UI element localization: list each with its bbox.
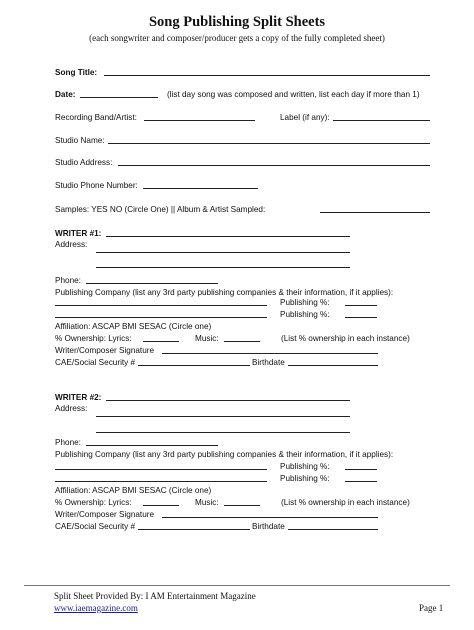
- writer-1-publishing-pct-label: Publishing %:: [280, 298, 330, 307]
- writer-2-signature-field[interactable]: [162, 517, 378, 518]
- writer-1-music-label: Music:: [195, 334, 219, 343]
- studio-phone-field[interactable]: [143, 188, 258, 189]
- writer-2-affiliation[interactable]: Affiliation: ASCAP BMI SESAC (Circle one): [55, 486, 212, 495]
- writer-1-birthdate-field[interactable]: [288, 365, 378, 366]
- writer-2-publishing-pct-label: Publishing %:: [280, 462, 330, 471]
- writer-2-birthdate-label: Birthdate: [252, 522, 285, 531]
- footer-page-number: Page 1: [419, 603, 444, 613]
- writer-2-birthdate-field[interactable]: [288, 529, 378, 530]
- writer-2-lyrics-field[interactable]: [143, 505, 179, 506]
- date-field[interactable]: [80, 97, 158, 98]
- writer-1-affiliation[interactable]: Affiliation: ASCAP BMI SESAC (Circle one): [55, 322, 212, 331]
- footer-provided-by: Split Sheet Provided By: I AM Entertainment Magazine: [54, 591, 256, 601]
- date-note: (list day song was composed and written, list each day if more than 1): [167, 90, 420, 99]
- writer-1-ownership-note: (List % ownership in each instance): [281, 334, 410, 343]
- writer-2-publishing-pct-field-1[interactable]: [345, 469, 377, 470]
- recording-band-label: Recording Band/Artist:: [55, 113, 137, 122]
- writer-1-publishing-pct-label-2: Publishing %:: [280, 310, 330, 319]
- studio-name-label: Studio Name:: [55, 136, 105, 145]
- writer-1-publishing-pct-field-2[interactable]: [345, 317, 377, 318]
- studio-name-field[interactable]: [108, 143, 430, 144]
- writer-2-cae-field[interactable]: [138, 529, 250, 530]
- writer-2-cae-label: CAE/Social Security #: [55, 522, 136, 531]
- writer-2-music-label: Music:: [195, 498, 219, 507]
- writer-1-cae-label: CAE/Social Security #: [55, 358, 136, 367]
- writer-2-address-field-1[interactable]: [96, 416, 350, 417]
- writer-1-music-field[interactable]: [224, 341, 260, 342]
- writer-2-publishing-field-1[interactable]: [55, 469, 267, 470]
- samples-field[interactable]: [320, 212, 430, 213]
- writer-2-address-label: Address:: [55, 404, 88, 413]
- song-title-field[interactable]: [104, 75, 430, 76]
- writer-2-address-field-2[interactable]: [96, 432, 350, 433]
- writer-1-address-field-2[interactable]: [96, 267, 350, 268]
- writer-1-signature-field[interactable]: [162, 353, 378, 354]
- studio-address-label: Studio Address:: [55, 158, 113, 167]
- writer-1-phone-field[interactable]: [86, 283, 218, 284]
- writer-1-signature-label: Writer/Composer Signature: [55, 346, 155, 355]
- writer-2-signature-label: Writer/Composer Signature: [55, 510, 155, 519]
- writer-2-ownership-label: % Ownership: Lyrics:: [55, 498, 132, 507]
- studio-phone-label: Studio Phone Number:: [55, 181, 138, 190]
- label-field[interactable]: [333, 120, 430, 121]
- label-label: Label (if any):: [280, 113, 330, 122]
- writer-1-name-field[interactable]: [106, 236, 350, 237]
- writer-2-phone-label: Phone:: [55, 438, 81, 447]
- writer-1-phone-label: Phone:: [55, 276, 81, 285]
- writer-2-phone-field[interactable]: [86, 445, 218, 446]
- writer-1-birthdate-label: Birthdate: [252, 358, 285, 367]
- recording-band-field[interactable]: [144, 120, 255, 121]
- writer-1-ownership-label: % Ownership: Lyrics:: [55, 334, 132, 343]
- footer-website-link[interactable]: www.iaemagazine.com: [54, 603, 138, 613]
- writer-2-publishing-label: Publishing Company (list any 3rd party publishing companies & their information, if it applies):: [55, 450, 394, 459]
- writer-1-publishing-field-1[interactable]: [55, 305, 267, 306]
- writer-2-heading: WRITER #2:: [55, 393, 102, 402]
- writer-1-address-label: Address:: [55, 240, 88, 249]
- writer-2-publishing-pct-field-2[interactable]: [345, 481, 377, 482]
- samples-label: Samples: YES NO (Circle One) || Album & Artist Sampled:: [55, 205, 266, 214]
- studio-address-field[interactable]: [118, 165, 430, 166]
- writer-1-publishing-field-2[interactable]: [55, 317, 267, 318]
- date-label: Date:: [55, 90, 76, 99]
- writer-1-publishing-label: Publishing Company (list any 3rd party publishing companies & their information, if it applies):: [55, 288, 394, 297]
- writer-2-ownership-note: (List % ownership in each instance): [281, 498, 410, 507]
- page-subtitle: (each songwriter and composer/producer gets a copy of the fully completed sheet): [89, 33, 385, 43]
- writer-1-lyrics-field[interactable]: [143, 341, 179, 342]
- page-title: Song Publishing Split Sheets: [148, 14, 326, 30]
- writer-2-name-field[interactable]: [106, 400, 350, 401]
- writer-1-publishing-pct-field-1[interactable]: [345, 305, 377, 306]
- writer-2-publishing-field-2[interactable]: [55, 481, 267, 482]
- writer-2-publishing-pct-label-2: Publishing %:: [280, 474, 330, 483]
- writer-1-cae-field[interactable]: [138, 365, 250, 366]
- writer-1-heading: WRITER #1:: [55, 229, 102, 238]
- song-title-label: Song Title:: [55, 68, 98, 77]
- writer-1-address-field-1[interactable]: [96, 252, 350, 253]
- footer-divider: [24, 585, 450, 586]
- writer-2-music-field[interactable]: [224, 505, 260, 506]
